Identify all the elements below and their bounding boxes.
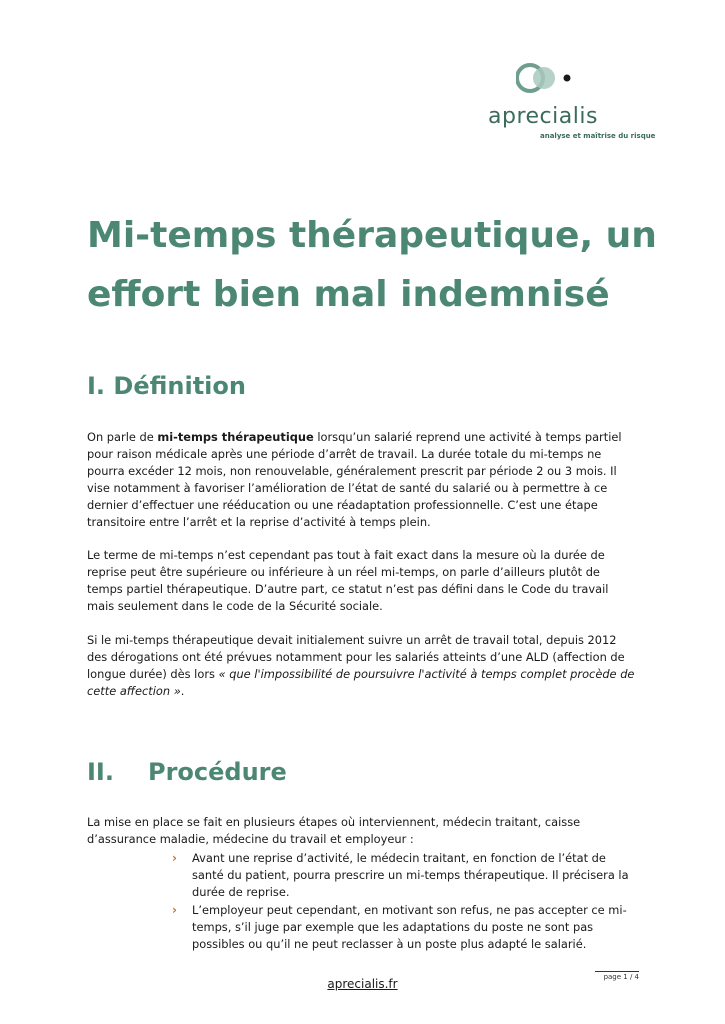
heading-definition: I. Définition — [87, 372, 246, 400]
chevron-right-icon: › — [172, 851, 177, 865]
heading-procedure — [87, 758, 287, 786]
heading-procedure-label: Procédure — [148, 758, 287, 786]
procedure-bullet-list — [172, 850, 637, 954]
logo-tagline: analyse et maîtrise du risque — [540, 132, 656, 140]
list-item: › L’employeur peut cependant, en motivant son refus, ne pas accepter ce mi-temps, s’il juge par exemple que les adaptations du poste ne sont pas possibles ou qu’il ne peut reclasser à un poste plus adapté le salarié. — [172, 903, 627, 951]
paragraph-definition-1: On parle de mi-temps thérapeutique lorsqu’un salarié reprend une activité à temps partiel pour raison médicale après une période d’arrêt de travail. La durée totale du mi-temps ne pourra excéder 12 mois, non renouvelable, généralement prescrit par période 2 ou 3 mois. Il vise notamment à favoriser l’amélioration de l’état de santé du salarié ou à permettre à ce dernier d’effectuer une rééducation ou une réadaptation professionnelle. C’est une étape transitoire entre l’arrêt et la reprise d’activité à temps plein. — [87, 430, 622, 529]
chevron-right-icon: › — [172, 903, 177, 917]
logo-brand: aprecialis — [488, 104, 598, 129]
website-link[interactable]: aprecialis.fr — [327, 977, 398, 991]
bold-term: mi-temps thérapeutique — [157, 430, 314, 444]
paragraph-procedure-intro: La mise en place se fait en plusieurs étapes où interviennent, médecin traitant, caisse d’assurance maladie, médecine du travail et employeur : — [87, 815, 581, 846]
company-logo — [488, 58, 658, 148]
paragraph-definition-3: Si le mi-temps thérapeutique devait initialement suivre un arrêt de travail total, depuis 2012 des dérogations ont été prévues notamment pour les salariés atteints d’une ALD (affection de longue durée) dès lors « que l'impossibilité de poursuivre l'activité à temps complet procède de cette affection ». — [87, 633, 635, 698]
heading-procedure-number: II. — [87, 758, 114, 786]
document-title: Mi-temps thérapeutique, un effort bien mal indemnisé — [87, 215, 657, 315]
quote: « que l'impossibilité de poursuivre l'activité à temps complet procède de cette affection » — [87, 667, 635, 698]
logo-circles-icon — [516, 60, 586, 100]
paragraph-definition-2: Le terme de mi-temps n’est cependant pas tout à fait exact dans la mesure où la durée de reprise peut être supérieure ou inférieure à un réel mi-temps, on parle d’ailleurs plutôt de temps partiel thérapeutique. D’autre part, ce statut n’est pas défini dans le Code du travail mais seulement dans le code de la Sécurité sociale. — [87, 548, 609, 613]
page-number: page 1 / 4 — [595, 971, 639, 981]
list-item: › Avant une reprise d’activité, le médecin traitant, en fonction de l’état de santé du patient, pourra prescrire un mi-temps thérapeutique. Il précisera la durée de reprise. — [172, 851, 629, 899]
